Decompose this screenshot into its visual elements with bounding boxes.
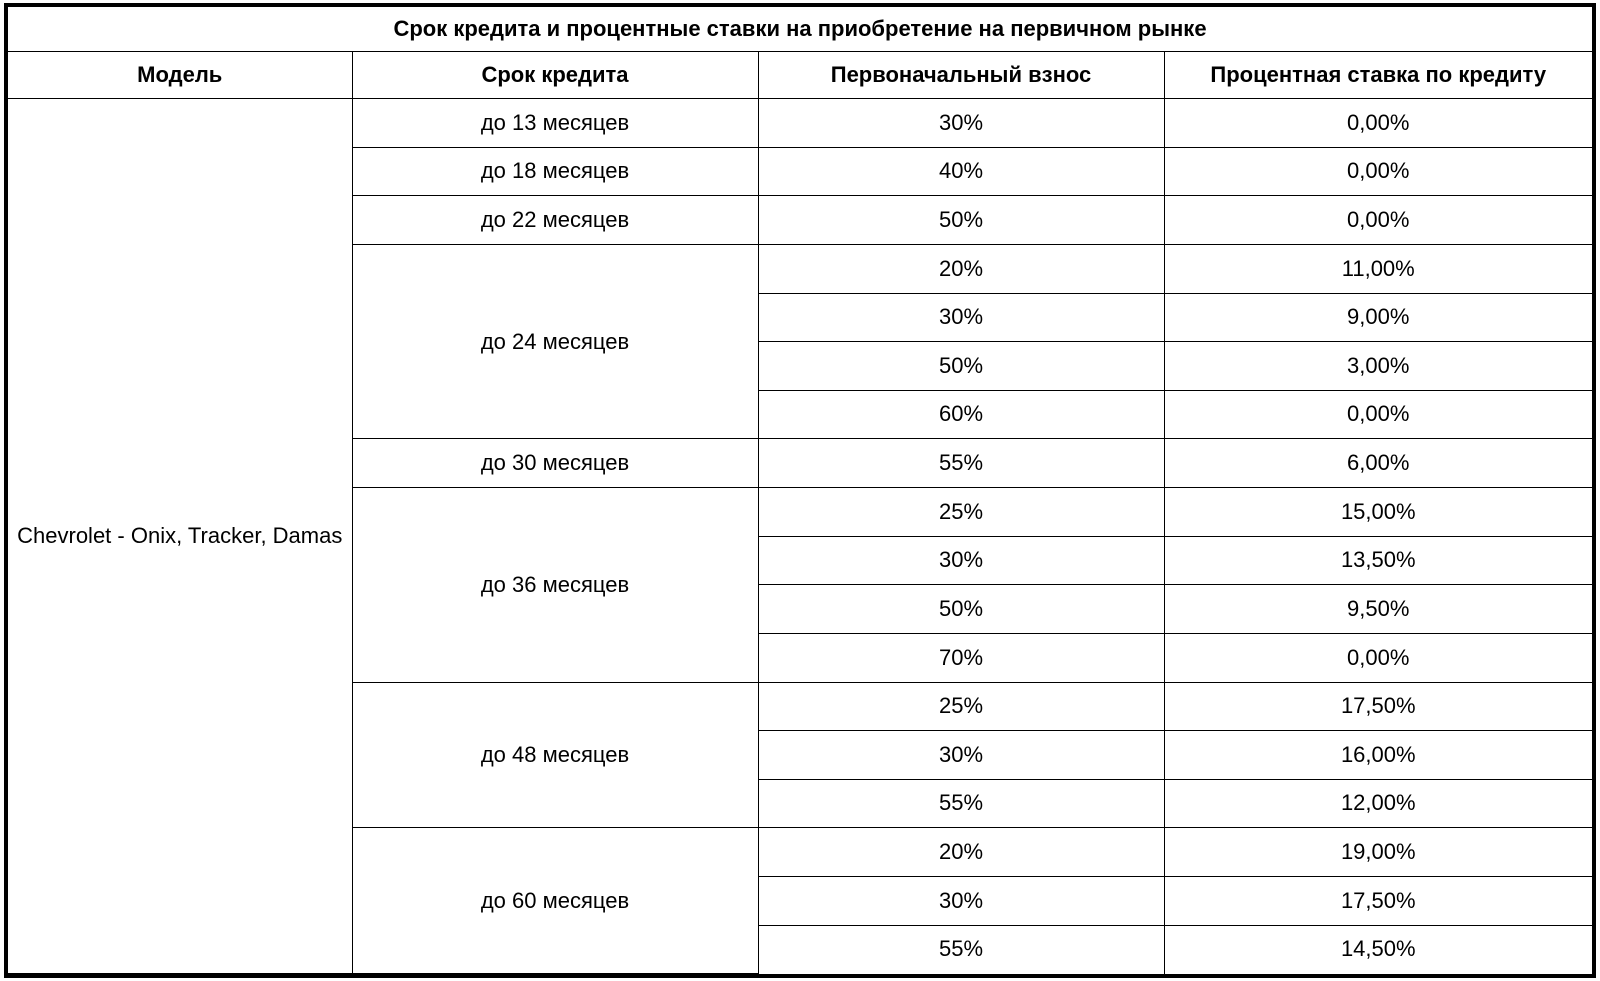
header-down-payment: Первоначальный взнос: [758, 52, 1164, 99]
term-cell: до 24 месяцев: [352, 244, 758, 439]
down-payment-cell: 60%: [758, 390, 1164, 439]
down-payment-cell: 55%: [758, 779, 1164, 828]
term-cell: до 36 месяцев: [352, 488, 758, 683]
rate-cell: 0,00%: [1164, 633, 1592, 682]
rate-cell: 19,00%: [1164, 828, 1592, 877]
table-row: [8, 99, 1592, 148]
down-payment-cell: 50%: [758, 342, 1164, 391]
rate-cell: 17,50%: [1164, 682, 1592, 731]
down-payment-cell: 55%: [758, 925, 1164, 973]
table-title-row: [8, 7, 1592, 52]
rate-cell: 13,50%: [1164, 536, 1592, 585]
rate-cell: 6,00%: [1164, 439, 1592, 488]
down-payment-cell: 30%: [758, 99, 1164, 148]
rate-cell: 16,00%: [1164, 731, 1592, 780]
down-payment-cell: 25%: [758, 682, 1164, 731]
table-body: [8, 99, 1592, 974]
term-cell: до 30 месяцев: [352, 439, 758, 488]
header-rate: Процентная ставка по кредиту: [1164, 52, 1592, 99]
down-payment-cell: 40%: [758, 147, 1164, 196]
rate-cell: 11,00%: [1164, 244, 1592, 293]
rate-cell: 12,00%: [1164, 779, 1592, 828]
term-cell: до 22 месяцев: [352, 196, 758, 245]
rate-cell: 3,00%: [1164, 342, 1592, 391]
down-payment-cell: 30%: [758, 536, 1164, 585]
term-cell: до 18 месяцев: [352, 147, 758, 196]
term-cell: до 48 месяцев: [352, 682, 758, 828]
down-payment-cell: 25%: [758, 488, 1164, 537]
term-cell: до 60 месяцев: [352, 828, 758, 974]
term-cell: до 13 месяцев: [352, 99, 758, 148]
down-payment-cell: 70%: [758, 633, 1164, 682]
rate-cell: 0,00%: [1164, 99, 1592, 148]
credit-table-container: [4, 3, 1596, 978]
down-payment-cell: 55%: [758, 439, 1164, 488]
rate-cell: 0,00%: [1164, 196, 1592, 245]
header-model: Модель: [8, 52, 352, 99]
model-cell: Chevrolet - Onix, Tracker, Damas: [8, 99, 352, 974]
rate-cell: 15,00%: [1164, 488, 1592, 537]
down-payment-cell: 20%: [758, 828, 1164, 877]
down-payment-cell: 50%: [758, 585, 1164, 634]
down-payment-cell: 30%: [758, 877, 1164, 926]
rate-cell: 9,00%: [1164, 293, 1592, 342]
table-title: Срок кредита и процентные ставки на приобретение на первичном рынке: [8, 7, 1592, 52]
down-payment-cell: 30%: [758, 293, 1164, 342]
down-payment-cell: 50%: [758, 196, 1164, 245]
credit-rates-table: [8, 7, 1592, 974]
rate-cell: 17,50%: [1164, 877, 1592, 926]
rate-cell: 9,50%: [1164, 585, 1592, 634]
header-term: Срок кредита: [352, 52, 758, 99]
down-payment-cell: 20%: [758, 244, 1164, 293]
rate-cell: 0,00%: [1164, 147, 1592, 196]
rate-cell: 0,00%: [1164, 390, 1592, 439]
table-header-row: [8, 52, 1592, 99]
down-payment-cell: 30%: [758, 731, 1164, 780]
rate-cell: 14,50%: [1164, 925, 1592, 973]
